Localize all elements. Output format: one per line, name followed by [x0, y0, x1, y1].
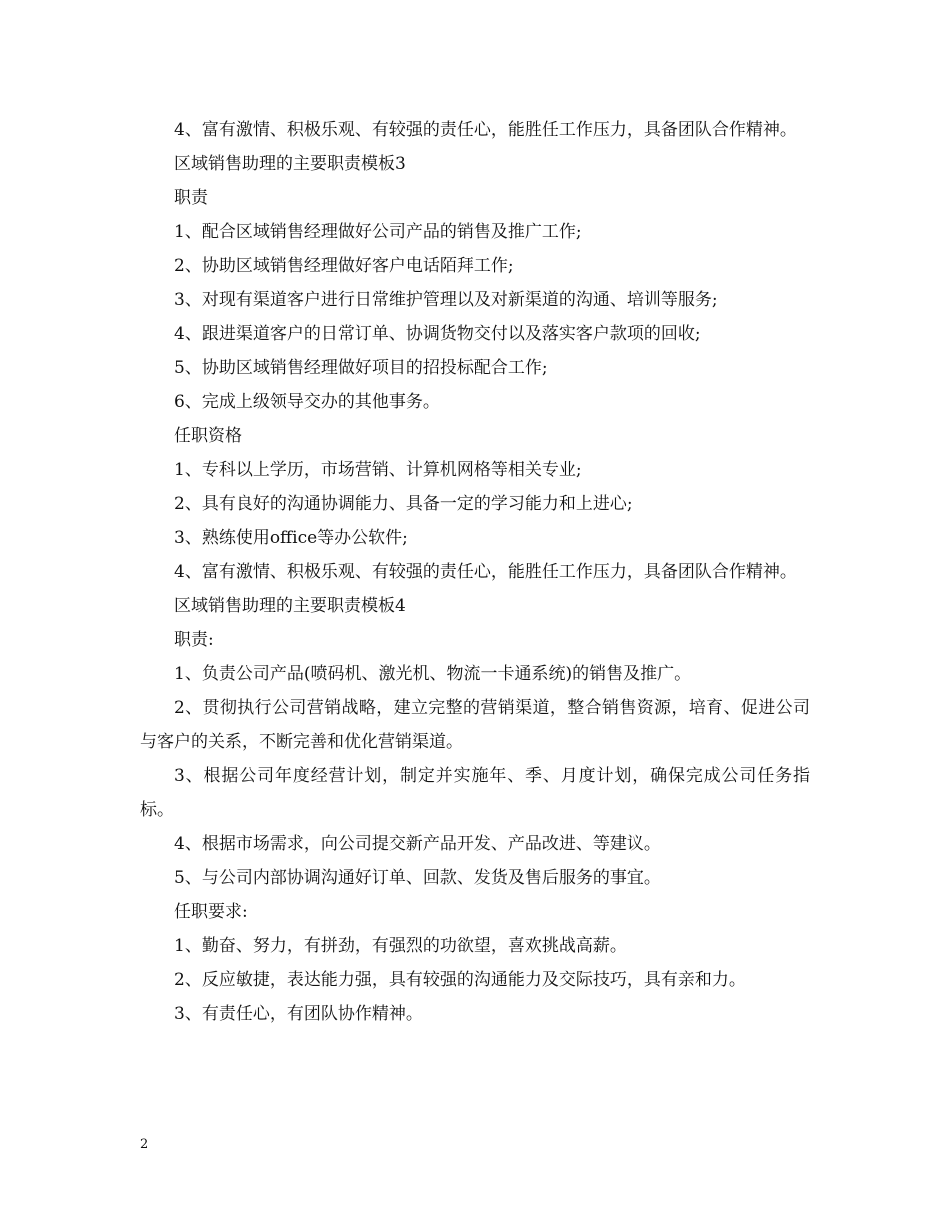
document-body — [140, 113, 810, 1031]
requirement-item-1: 1、勤奋、努力，有拼劲，有强烈的功欲望，喜欢挑战高薪。 — [174, 936, 627, 956]
section-heading-template-4: 区域销售助理的主要职责模板4 — [174, 596, 406, 616]
requirement-item-3: 3、有责任心，有团队协作精神。 — [174, 1004, 423, 1024]
duty-item-3-template-4: 3、根据公司年度经营计划，制定并实施年、季、月度计划，确保完成公司任务指标。 — [140, 766, 810, 820]
duty-item-4-template-4: 4、根据市场需求，向公司提交新产品开发、产品改进、等建议。 — [174, 834, 661, 854]
subheading-duties: 职责 — [174, 188, 208, 208]
duty-item-1: 1、配合区域销售经理做好公司产品的销售及推广工作; — [174, 222, 582, 242]
section-heading-template-3: 区域销售助理的主要职责模板3 — [174, 154, 406, 174]
duty-item-4: 4、跟进渠道客户的日常订单、协调货物交付以及落实客户款项的回收; — [174, 324, 701, 344]
subheading-qualifications: 任职资格 — [174, 426, 242, 446]
duty-item-5-template-4: 5、与公司内部协调沟通好订单、回款、发货及售后服务的事宜。 — [174, 868, 661, 888]
duty-item-3: 3、对现有渠道客户进行日常维护管理以及对新渠道的沟通、培训等服务; — [174, 290, 718, 310]
subheading-requirements: 任职要求: — [174, 902, 248, 922]
paragraph-qualification-4: 4、富有激情、积极乐观、有较强的责任心，能胜任工作压力，具备团队合作精神。 — [174, 120, 797, 140]
duty-item-2-template-4: 2、贯彻执行公司营销战略，建立完整的营销渠道，整合销售资源，培育、促进公司与客户的关系，不断完善和优化营销渠道。 — [140, 698, 810, 752]
requirement-item-2: 2、反应敏捷，表达能力强，具有较强的沟通能力及交际技巧，具有亲和力。 — [174, 970, 746, 990]
page-number: 2 — [140, 1137, 149, 1152]
duty-item-5: 5、协助区域销售经理做好项目的招投标配合工作; — [174, 358, 548, 378]
qualification-item-1: 1、专科以上学历，市场营销、计算机网格等相关专业; — [174, 460, 582, 480]
qualification-item-2: 2、具有良好的沟通协调能力、具备一定的学习能力和上进心; — [174, 494, 633, 514]
qualification-item-3: 3、熟练使用office等办公软件; — [174, 528, 408, 548]
subheading-duties-colon: 职责: — [174, 630, 214, 650]
duty-item-1-template-4: 1、负责公司产品(喷码机、激光机、物流一卡通系统)的销售及推广。 — [174, 664, 692, 684]
qualification-item-4: 4、富有激情、积极乐观、有较强的责任心，能胜任工作压力，具备团队合作精神。 — [174, 562, 797, 582]
duty-item-2: 2、协助区域销售经理做好客户电话陌拜工作; — [174, 256, 514, 276]
duty-item-6: 6、完成上级领导交办的其他事务。 — [174, 392, 440, 412]
